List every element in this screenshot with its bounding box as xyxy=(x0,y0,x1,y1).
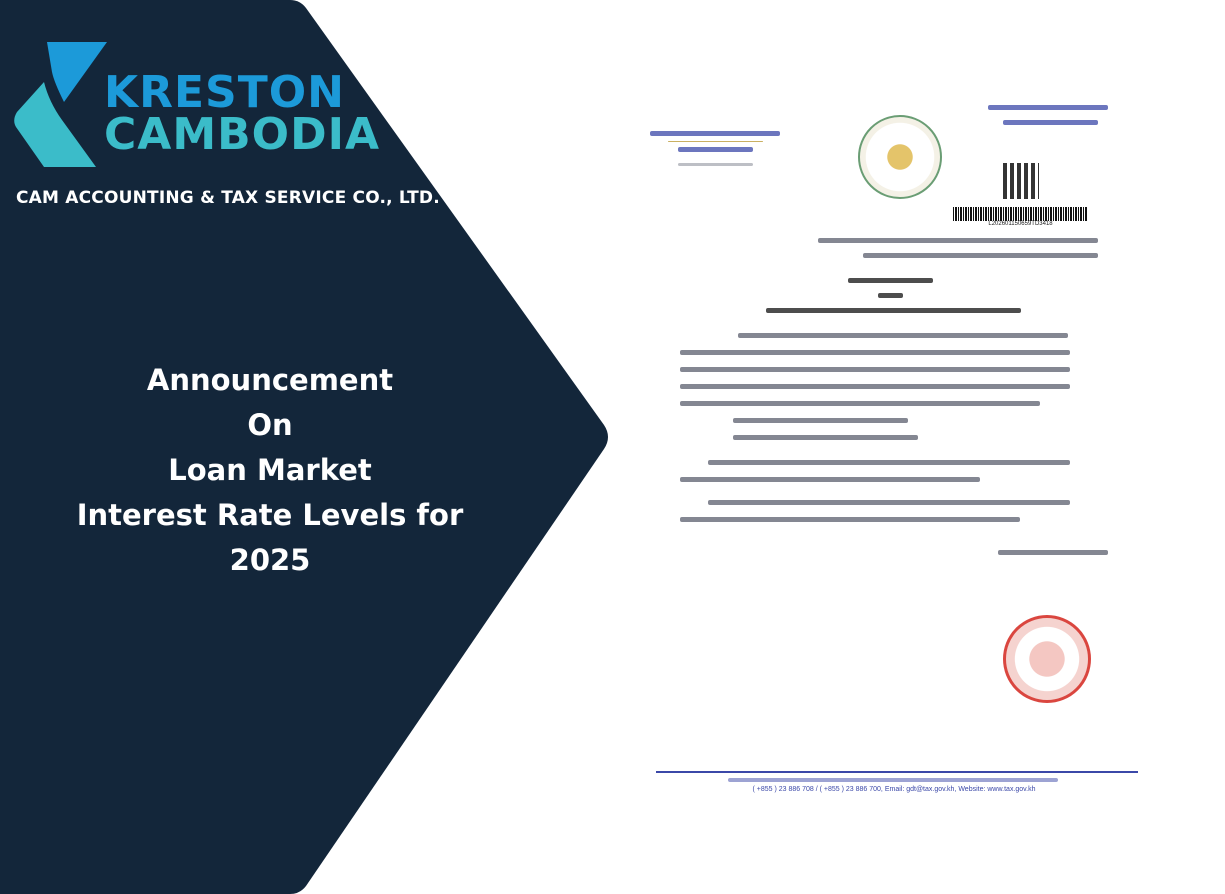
official-stamp-icon xyxy=(1003,615,1091,703)
company-name: CAM ACCOUNTING & TAX SERVICE CO., LTD. xyxy=(16,188,440,208)
headline-line: Announcement xyxy=(146,363,394,397)
gdt-announcement-document xyxy=(648,95,1140,800)
footer-divider xyxy=(656,771,1138,773)
gdt-seal-icon xyxy=(858,115,942,199)
logo-line-cambodia: CAMBODIA xyxy=(104,109,381,160)
headline-line: Loan Market xyxy=(168,453,372,487)
kreston-logo-mark xyxy=(14,42,109,167)
logo-line-kreston: KRESTON xyxy=(104,67,345,118)
barcode-icon xyxy=(953,207,1088,221)
announcement-headline xyxy=(40,358,500,583)
footer-contact: ( +855 ) 23 886 708 / ( +855 ) 23 886 700, Email: gdt@tax.gov.kh, Website: www.tax.gov.kh xyxy=(752,786,1036,793)
headline-line: Interest Rate Levels for 2025 xyxy=(76,498,464,577)
barcode-number: L202601150659TD3418 xyxy=(988,221,1053,227)
kreston-logo-wordmark xyxy=(104,67,381,160)
headline-line: On xyxy=(247,408,293,442)
document-footer xyxy=(648,778,1140,794)
qr-code-icon xyxy=(1003,163,1039,199)
